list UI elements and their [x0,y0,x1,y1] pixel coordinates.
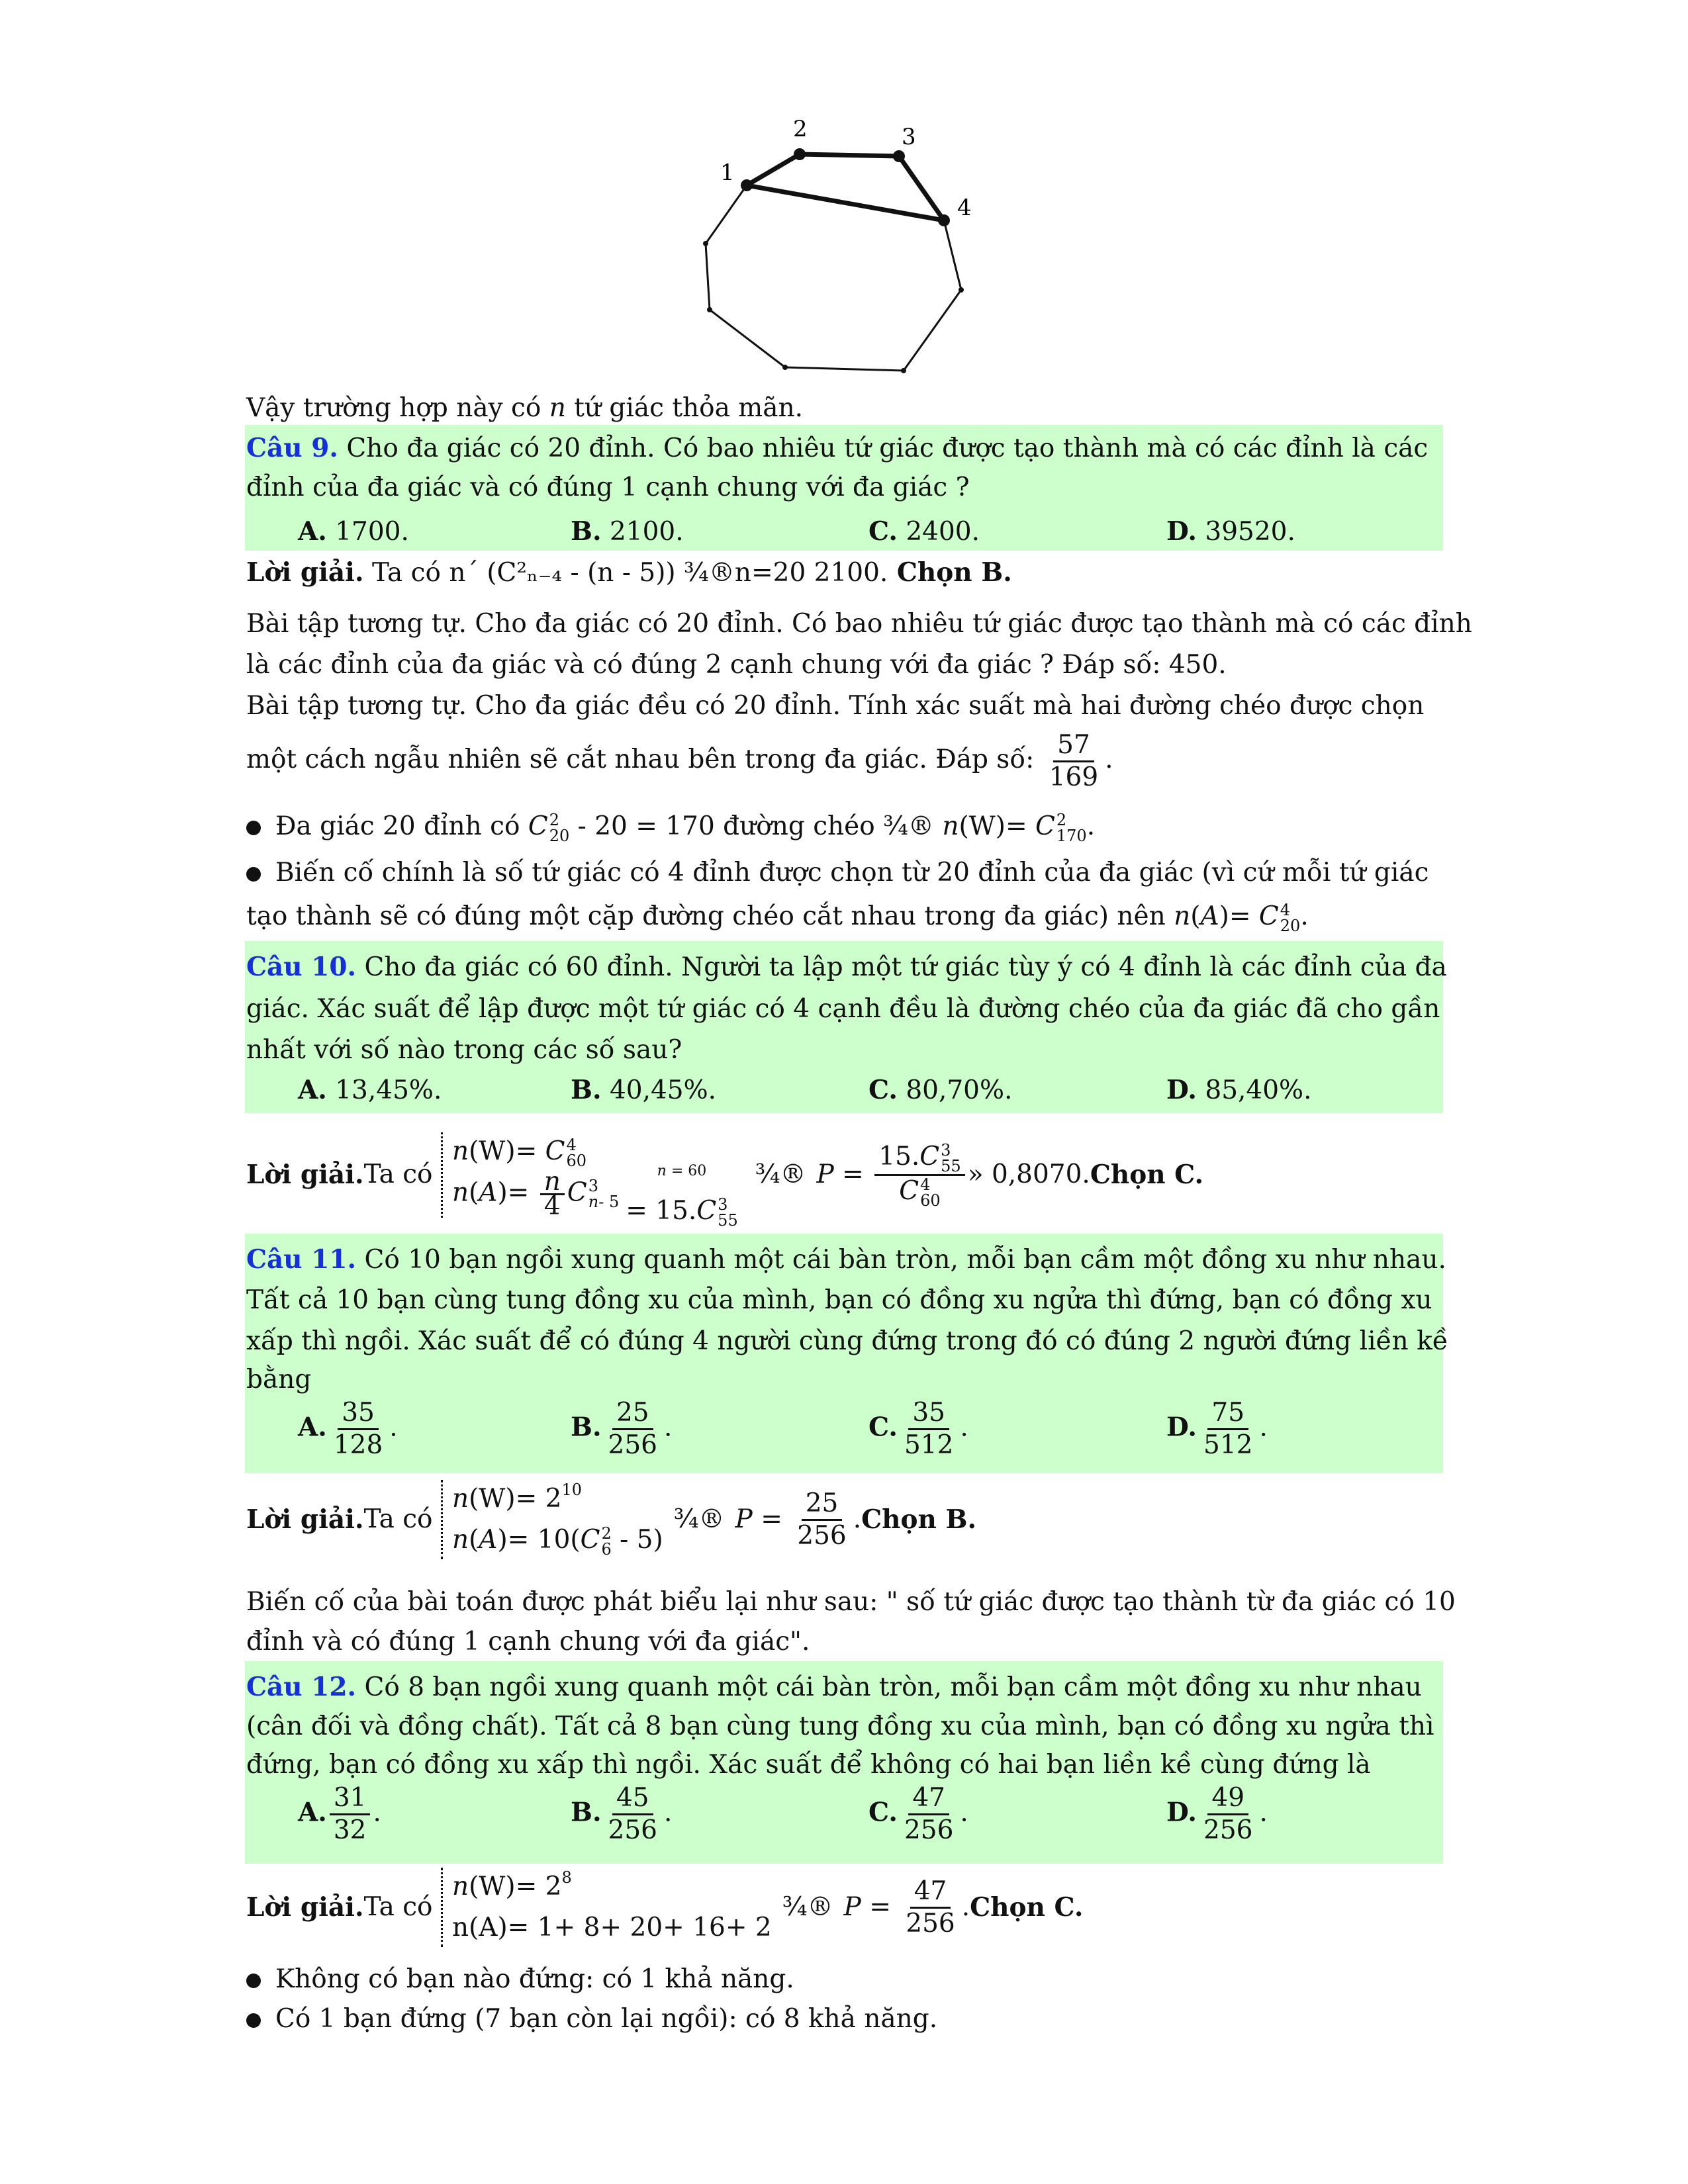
question-11-line-4: bằng [246,1365,312,1394]
question-11-line-1: Câu 11. Có 10 bạn ngồi xung quanh một cái bàn tròn, mỗi bạn cầm một đồng xu như nhau. [246,1244,1446,1275]
question-9-line-1: Câu 9. Cho đa giác có 20 đỉnh. Có bao nhiêu tứ giác được tạo thành mà có các đỉnh là các [246,433,1429,463]
similar-1-line-2: là các đỉnh của đa giác và có đúng 2 cạnh chung với đa giác ? Đáp số: 450. [246,650,1227,680]
question-12-line-3: đứng, bạn có đồng xu xấp thì ngồi. Xác suất để không có hai bạn liền kề cùng đứng là [246,1750,1371,1780]
question-10-line-1: Câu 10. Cho đa giác có 60 đỉnh. Người ta lập một tứ giác tùy ý có 4 đỉnh là các đỉnh của đa [246,952,1447,982]
q9-option-a[interactable]: A. 1700. [298,516,409,547]
q9-solution: Lời giải. Ta có n´ (C²ₙ₋₄ - (n - 5)) ¾®n=20 2100. Chọn B. [246,557,1012,588]
q11-option-a[interactable]: A. $\frac{35}{128}$ . [298,1398,398,1460]
question-11-line-2: Tất cả 10 bạn cùng tung đồng xu của mình, bạn có đồng xu ngửa thì đứng, bạn có đồng xu [246,1285,1432,1315]
q12-system: $n(W)= 2^8$ n(A)= 1+ 8+ 20+ 16+ 2 [441,1868,772,1947]
q10-system: n(W)= C 4 60 n(A)= $\frac{n}{4}$ C 3 n- 5 [441,1132,619,1218]
answer-fraction: $\frac{57}{169}$ [1049,729,1099,792]
question-10-line-3: nhất với số nào trong các số sau? [246,1035,682,1065]
bullet-icon [246,821,261,835]
question-9-line-2: đỉnh của đa giác và có đúng 1 cạnh chung với đa giác ? [246,473,970,502]
bullet-icon [246,1974,261,1988]
q10-option-b[interactable]: B. 40,45%. [571,1075,717,1105]
q9-option-b[interactable]: B. 2100. [571,516,684,547]
q10-option-c[interactable]: C. 80,70%. [868,1075,1013,1105]
similar-2-line-1: Bài tập tương tự. Cho đa giác đều có 20 đỉnh. Tính xác suất mà hai đường chéo được chọn [246,691,1425,721]
q11-option-d[interactable]: D. $\frac{75}{512}$ . [1166,1398,1268,1460]
similar-2-line-2: một cách ngẫu nhiên sẽ cắt nhau bên trong đa giác. Đáp số: $\frac{57}{169}$ . [246,729,1113,792]
q12-option-c[interactable]: C. $\frac{47}{256}$ . [868,1783,968,1845]
bullet-icon [246,2013,261,2028]
q10-option-d[interactable]: D. 85,40%. [1166,1075,1312,1105]
q11-option-b[interactable]: B. $\frac{25}{256}$ . [571,1398,673,1460]
q11-solution: Lời giải. Ta có $n(W)= 2^{10}$ n(A)= 10(C 2 6 - 5) ¾® P = $\frac{25}{256}$ . Chọn B. [246,1480,977,1559]
q11-system: $n(W)= 2^{10}$ n(A)= 10(C 2 6 - 5) [441,1480,663,1559]
q9-formula: n´ (C²ₙ₋₄ - (n - 5)) ¾®n=20 2100. [449,558,888,588]
vertex-label-4: 4 [957,195,972,221]
bullet-2-line-1: Biến cố chính là số tứ giác có 4 đỉnh được chọn từ 20 đỉnh của đa giác (vì cứ mỗi tứ giác [246,856,1438,889]
q12-option-a[interactable]: A. $\frac{31}{32}$ . [298,1783,381,1845]
q12-solution: Lời giải. Ta có $n(W)= 2^8$ n(A)= 1+ 8+ 20+ 16+ 2 ¾® P = $\frac{47}{256}$ . Chọn C. [246,1868,1438,1947]
question-12-line-1: Câu 12. Có 8 bạn ngồi xung quanh một cái bàn tròn, mỗi bạn cầm một đồng xu như nhau [246,1672,1422,1702]
similar-1-line-1: Bài tập tương tự. Cho đa giác có 20 đỉnh. Có bao nhiêu tứ giác được tạo thành mà có các đỉnh [246,609,1472,639]
q11-note-1: Biến cố của bài toán được phát biểu lại như sau: " số tứ giác được tạo thành từ đa giác có 10 [246,1587,1456,1617]
polygon-figure [688,106,980,384]
vertex-4 [938,214,950,226]
q9-option-d[interactable]: D. 39520. [1166,516,1295,547]
vertex-label-2: 2 [793,116,808,142]
q12-option-b[interactable]: B. $\frac{45}{256}$ . [571,1783,673,1845]
q11-option-c[interactable]: C. $\frac{35}{512}$ . [868,1398,968,1460]
q10-solution: Lời giải. Ta có n(W)= C 4 60 n(A)= $\frac{n}{4}$ C 3 n- 5 n = 60 = 15.C 3 55 ¾® P = 15.C 3 55 C 4 60 » 0,8070. Chọn C. [246,1118,1438,1231]
q11-note-2: đỉnh và có đúng 1 cạnh chung với đa giác". [246,1627,810,1657]
question-12-line-2: (cân đối và đồng chất). Tất cả 8 bạn cùng tung đồng xu của mình, bạn có đồng xu ngửa thì [246,1711,1434,1741]
bullet-1: Đa giác 20 đỉnh có C 2 20 - 20 = 170 đường chéo ¾® n(W)= C 2 170 . [246,810,1438,844]
vertex-label-1: 1 [720,159,735,186]
question-10-line-2: giác. Xác suất để lập được một tứ giác có 4 cạnh đều là đường chéo của đa giác đã cho gần [246,994,1440,1024]
vertex-2 [794,148,806,160]
q12-bullet-b: Có 1 bạn đứng (7 bạn còn lại ngồi): có 8 khả năng. [246,2003,1438,2036]
vertex-3 [893,150,905,162]
bullet-2-line-2: tạo thành sẽ có đúng một cặp đường chéo cắt nhau trong đa giác) nên n(A)= C 4 20 . [246,901,1309,935]
vertex-label-3: 3 [902,124,916,150]
q12-option-d[interactable]: D. $\frac{49}{256}$ . [1166,1783,1268,1845]
intro-line: Vậy trường hợp này có n tứ giác thỏa mãn. [246,393,804,423]
q9-option-c[interactable]: C. 2400. [868,516,980,547]
question-11-line-3: xấp thì ngồi. Xác suất để có đúng 4 người cùng đứng trong đó có đúng 2 người đứng liền kề [246,1326,1448,1356]
q12-bullet-a: Không có bạn nào đứng: có 1 khả năng. [246,1963,1438,1996]
vertex-1 [741,179,753,191]
bullet-icon [246,867,261,882]
q10-option-a[interactable]: A. 13,45%. [298,1075,442,1105]
